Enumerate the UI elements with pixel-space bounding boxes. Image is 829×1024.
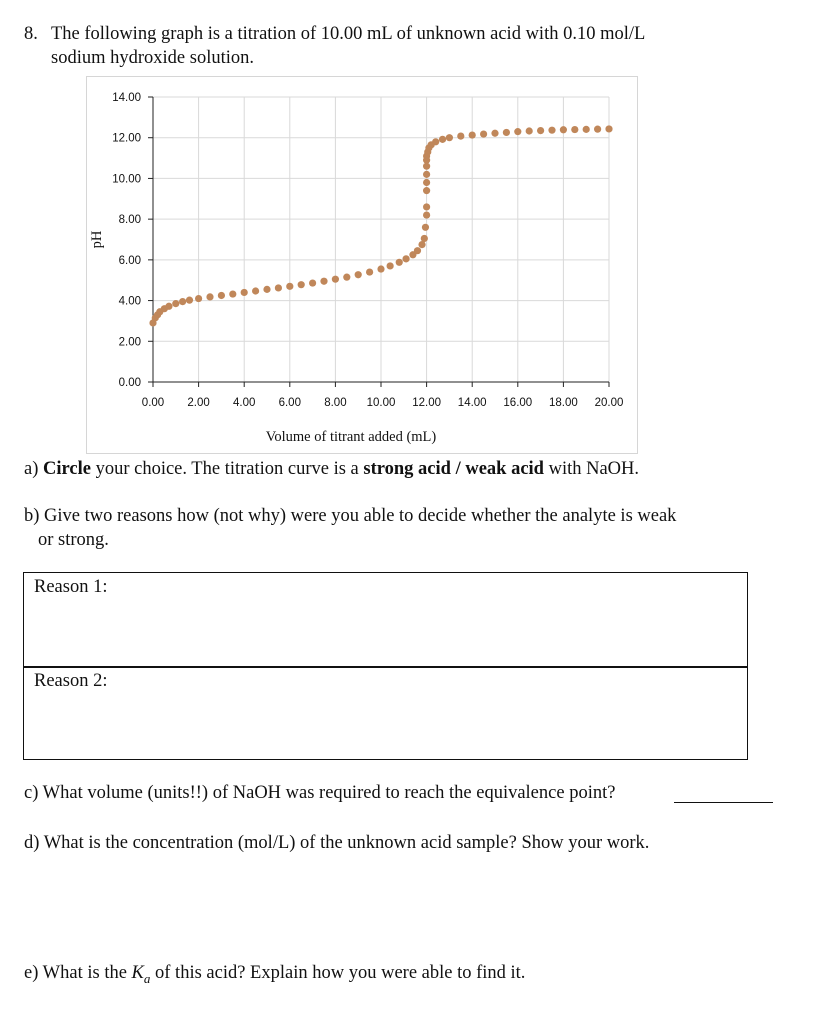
data-point (298, 281, 305, 288)
data-point (548, 127, 555, 134)
x-tick-label: 6.00 (278, 397, 301, 409)
y-tick-label: 0.00 (118, 377, 141, 389)
x-axis-title: Volume of titrant added (mL) (265, 429, 437, 445)
data-point (432, 138, 439, 145)
x-tick-label: 16.00 (503, 397, 533, 409)
x-tick-label: 18.00 (549, 397, 578, 409)
question-stem-line-2: sodium hydroxide solution. (51, 48, 254, 68)
part-a-prefix: a) (24, 459, 43, 479)
data-point (423, 187, 430, 194)
x-tick-label: 8.00 (324, 397, 347, 409)
part-b-prompt-line-1: b) Give two reasons how (not why) were you able to decide whether the analyte is weak (24, 506, 677, 526)
data-point (252, 287, 259, 294)
x-tick-label: 14.00 (457, 397, 487, 409)
data-point (263, 286, 270, 293)
data-point (571, 126, 578, 133)
part-a-middle: your choice. The titration curve is a (90, 459, 364, 479)
data-point (179, 298, 186, 305)
part-c-prompt: c) What volume (units!!) of NaOH was required to reach the equivalence point? (24, 783, 616, 803)
x-tick-label: 2.00 (187, 397, 210, 409)
part-a-choice-options[interactable]: strong acid / weak acid (363, 459, 544, 479)
data-point (172, 300, 179, 307)
data-point (469, 131, 476, 138)
data-point (514, 128, 521, 135)
data-point (195, 295, 202, 302)
data-point (457, 132, 464, 139)
x-tick-label: 10.00 (366, 397, 396, 409)
data-point (583, 126, 590, 133)
data-point (423, 203, 430, 210)
x-tick-label: 20.00 (594, 397, 624, 409)
x-tick-label: 0.00 (141, 397, 165, 409)
data-point (320, 278, 327, 285)
data-point (165, 303, 172, 310)
reason-1-answer-box[interactable] (23, 572, 748, 668)
y-tick-label: 6.00 (118, 254, 141, 267)
data-point (387, 262, 394, 269)
data-point (377, 265, 384, 272)
data-point (286, 283, 293, 290)
ka-subscript: a (143, 970, 151, 986)
data-point (439, 136, 446, 143)
data-point (446, 134, 453, 141)
part-e-prompt (24, 961, 525, 991)
data-point (423, 171, 430, 178)
data-point (229, 290, 236, 297)
part-c-answer-blank[interactable] (674, 802, 773, 803)
data-point (422, 224, 429, 231)
data-point (526, 127, 533, 134)
data-point (560, 126, 567, 133)
data-point (414, 247, 421, 254)
titration-chart (87, 77, 639, 455)
question-stem-line-1: The following graph is a titration of 10.00 mL of unknown acid with 0.10 mol/L (51, 24, 646, 44)
data-point (402, 255, 409, 262)
data-point (241, 289, 248, 296)
part-a-prompt (24, 457, 639, 481)
question-number: 8. (24, 24, 38, 44)
part-d-prompt: d) What is the concentration (mol/L) of the unknown acid sample? Show your work. (24, 833, 650, 853)
y-tick-label: 4.00 (118, 295, 141, 308)
y-tick-label: 2.00 (118, 336, 141, 349)
y-tick-label: 8.00 (118, 214, 141, 227)
data-point (343, 274, 350, 281)
part-b-prompt-line-2: or strong. (38, 530, 109, 550)
y-tick-label: 12.00 (112, 132, 141, 145)
data-point (491, 130, 498, 137)
data-point (480, 130, 487, 137)
data-point (332, 276, 339, 283)
reason-2-label: Reason 2: (34, 671, 108, 691)
part-e-prefix: e) What is the (24, 963, 132, 983)
reason-1-label: Reason 1: (34, 577, 108, 597)
x-tick-label: 4.00 (233, 397, 256, 409)
data-point (421, 235, 428, 242)
ka-symbol: K (131, 963, 144, 983)
y-tick-label: 14.00 (112, 92, 141, 104)
data-point (537, 127, 544, 134)
data-point (186, 297, 193, 304)
x-tick-label: 12.00 (412, 397, 441, 409)
data-point (423, 211, 430, 218)
titration-chart-frame (86, 76, 638, 454)
data-point (355, 271, 362, 278)
data-point (396, 259, 403, 266)
part-a-circle-word: Circle (43, 459, 91, 479)
data-point (309, 279, 316, 286)
data-point (594, 126, 601, 133)
reason-2-answer-box[interactable] (23, 666, 748, 760)
data-point (206, 293, 213, 300)
data-point (605, 125, 612, 132)
data-point (366, 268, 373, 275)
y-axis-title: pH (89, 230, 105, 249)
data-point (275, 284, 282, 291)
y-tick-label: 10.00 (112, 173, 141, 186)
data-point (503, 129, 510, 136)
part-a-suffix: with NaOH. (543, 459, 640, 479)
part-e-suffix: of this acid? Explain how you were able to find it. (150, 963, 526, 983)
data-point (423, 179, 430, 186)
data-point (218, 292, 225, 299)
